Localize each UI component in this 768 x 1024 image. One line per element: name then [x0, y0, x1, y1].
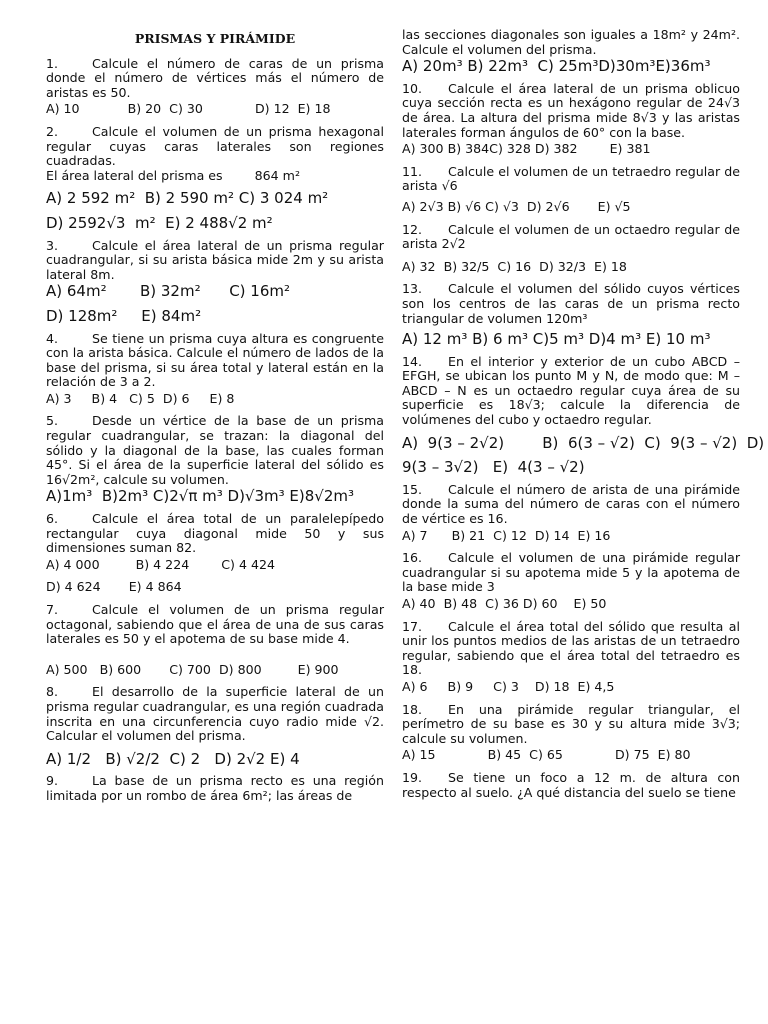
question-number: 9.: [46, 773, 59, 789]
question-stem: Calcule el volumen de una pirámide regular cuadrangular si su apotema mide 5 y la apotema de la base mide 3: [402, 550, 740, 595]
question-options: A) 4 000 B) 4 224 C) 4 424: [46, 556, 276, 572]
question-stem: Calcule el área lateral de un prisma oblicuo cuya sección recta es un hexágono regular de 24√3 de área. La altura del prisma mide 8√3 y las aristas laterales forman ángulos de 60° con la base.: [402, 80, 740, 140]
question-15: [402, 483, 740, 543]
question-number: 18.: [402, 701, 423, 717]
question-options: A) 3 B) 4 C) 5 D) 6 E) 8: [46, 390, 235, 406]
question-number: 16.: [402, 550, 423, 566]
question-stem: Calcule el volumen de un tetraedro regular de arista √6: [402, 163, 740, 194]
question-options: A) 12 m³ B) 6 m³ C)5 m³ D)4 m³ E) 10 m³: [402, 330, 711, 349]
question-17: [402, 620, 740, 695]
right-column: [402, 27, 765, 808]
question-stem: En una pirámide regular triangular, el perímetro de su base es 30 y su altura mide 3√3; calcule su volumen.: [402, 701, 740, 746]
question-options: A) 20m³ B) 22m³ C) 25m³D)30m³E)36m³: [402, 57, 711, 76]
question-stem: Se tiene un foco a 12 m. de altura con respecto al suelo. ¿A qué distancia del suelo se tiene: [402, 769, 740, 800]
document-title: PRISMAS Y PIRÁMIDE: [134, 31, 296, 46]
question-stem: Desde un vértice de la base de un prisma regular cuadrangular, se trazan: la diagonal del sólido y la diagonal de la base, las cuales forman 45°. Si el área de la superficie lateral del sólido es 16√2m², calcule su volumen.: [46, 413, 384, 487]
question-options: D) 128m² E) 84m²: [46, 306, 202, 325]
question-number: 12.: [402, 221, 423, 237]
question-options: A) 6 B) 9 C) 3 D) 18 E) 4,5: [402, 678, 615, 694]
question-number: 13.: [402, 281, 423, 297]
question-options: D) 2592√3 m² E) 2 488√2 m²: [46, 213, 273, 232]
question-options: A) 2 592 m² B) 2 590 m² C) 3 024 m²: [46, 189, 329, 208]
question-8: [46, 685, 384, 766]
question-options: A) 10 B) 20 C) 30 D) 12 E) 18: [46, 101, 331, 117]
question-number: 10.: [402, 80, 423, 96]
question-18: [402, 703, 740, 763]
question-options: A) 40 B) 48 C) 36 D) 60 E) 50: [402, 596, 607, 611]
question-stem: Calcule el número de arista de una pirámide donde la suma del número de caras con el número de vértice es 16.: [402, 481, 740, 527]
question-options: A) 15 B) 45 C) 65 D) 75 E) 80: [402, 747, 691, 763]
question-number: 6.: [46, 511, 59, 527]
question-stem: Calcule el volumen del sólido cuyos vértices son los centros de las caras de un prisma recto triangular de volumen 120m³: [402, 281, 740, 326]
question-number: 2.: [46, 123, 59, 139]
question-options: A) 32 B) 32/5 C) 16 D) 32/3 E) 18: [402, 258, 627, 274]
question-10: [402, 82, 740, 157]
question-number: 15.: [402, 481, 423, 497]
question-9: [46, 774, 384, 803]
question-stem: El desarrollo de la superficie lateral de un prisma regular cuadrangular, es una región cuadrada inscrita en una circunferencia cuyo radio mide √2. Calcular el volumen del prisma.: [46, 684, 384, 744]
question-options: A) 2√3 B) √6 C) √3 D) 2√6 E) √5: [402, 198, 631, 214]
question-options: A) 500 B) 600 C) 700 D) 800 E) 900: [46, 661, 339, 677]
question-stem: Calcule el área lateral de un prisma regular cuadrangular, si su arista básica mide 2m y su arista lateral 8m.: [46, 237, 384, 282]
question-number: 7.: [46, 602, 59, 617]
question-stem: Calcule el área total del sólido que resulta al unir los puntos medios de las aristas de un tetraedro regular, sabiendo que el área total del tetraedro es 18.: [402, 618, 740, 678]
question-9-continuation: [402, 28, 740, 74]
question-stem: Calcule el volumen de un octaedro regular de arista 2√2: [402, 221, 740, 252]
question-3: [46, 239, 384, 324]
question-options: A) 300 B) 384C) 328 D) 382 E) 381: [402, 141, 651, 157]
question-number: 11.: [402, 163, 423, 179]
question-12: [402, 223, 740, 275]
question-number: 3.: [46, 237, 59, 253]
question-16: [402, 551, 740, 611]
question-extra: El área lateral del prisma es 864 m²: [46, 167, 301, 183]
question-19: [402, 771, 740, 800]
question-options: 9(3 – 3√2) E) 4(3 – √2): [402, 458, 585, 477]
question-6: [46, 512, 384, 595]
question-stem: La base de un prisma recto es una región limitada por un rombo de área 6m²; las áreas de: [46, 773, 384, 803]
question-stem: En el interior y exterior de un cubo ABCD – EFGH, se ubican los punto M y N, de modo que: M – ABCD – N es un octaedro regular cuya área de su superficie es 18√3; calcule la diferencia de volúmenes del cubo y octaedro regular.: [402, 353, 740, 428]
question-4: [46, 332, 384, 407]
question-stem: las secciones diagonales son iguales a 18m² y 24m². Calcule el volumen del prisma.: [402, 27, 740, 57]
question-number: 14.: [402, 353, 423, 369]
question-number: 5.: [46, 413, 59, 429]
question-options: A)1m³ B)2m³ C)2√π m³ D)√3m³ E)8√2m³: [46, 487, 355, 506]
question-number: 1.: [46, 55, 59, 71]
question-7: [46, 603, 384, 677]
question-stem: Se tiene un prisma cuya altura es congruente con la arista básica. Calcule el número de lados de la base del prisma, si su área total y lateral están en la relación de 3 a 2.: [46, 330, 384, 390]
question-2: [46, 125, 384, 231]
question-5: [46, 414, 384, 504]
question-14: [402, 353, 765, 477]
question-13: [402, 281, 740, 349]
question-options: A) 64m² B) 32m² C) 16m²: [46, 282, 291, 301]
question-options: A) 9(3 – 2√2) B) 6(3 – √2) C) 9(3 – √2) D): [402, 433, 765, 452]
question-options: A) 1/2 B) √2/2 C) 2 D) 2√2 E) 4: [46, 749, 300, 768]
question-number: 19.: [402, 769, 423, 785]
question-number: 17.: [402, 618, 423, 634]
question-options: D) 4 624 E) 4 864: [46, 579, 182, 595]
question-stem: Calcule el volumen de un prisma regular octagonal, sabiendo que el área de una de sus caras laterales es 50 y el apotema de su base mide 4.: [46, 602, 384, 647]
question-stem: Calcule el volumen de un prisma hexagonal regular cuyas caras laterales son regiones cuadradas.: [46, 123, 384, 169]
question-options: A) 7 B) 21 C) 12 D) 14 E) 16: [402, 527, 611, 543]
left-column: [46, 28, 384, 812]
question-number: 4.: [46, 330, 59, 346]
question-stem: Calcule el número de caras de un prisma donde el número de vértices más el número de aristas es 50.: [46, 55, 384, 100]
question-1: [46, 57, 384, 117]
question-11: [402, 165, 740, 215]
question-stem: Calcule el área total de un paralelepípedo rectangular cuya diagonal mide 50 y sus dimensiones suman 82.: [46, 511, 384, 556]
question-number: 8.: [46, 684, 59, 700]
